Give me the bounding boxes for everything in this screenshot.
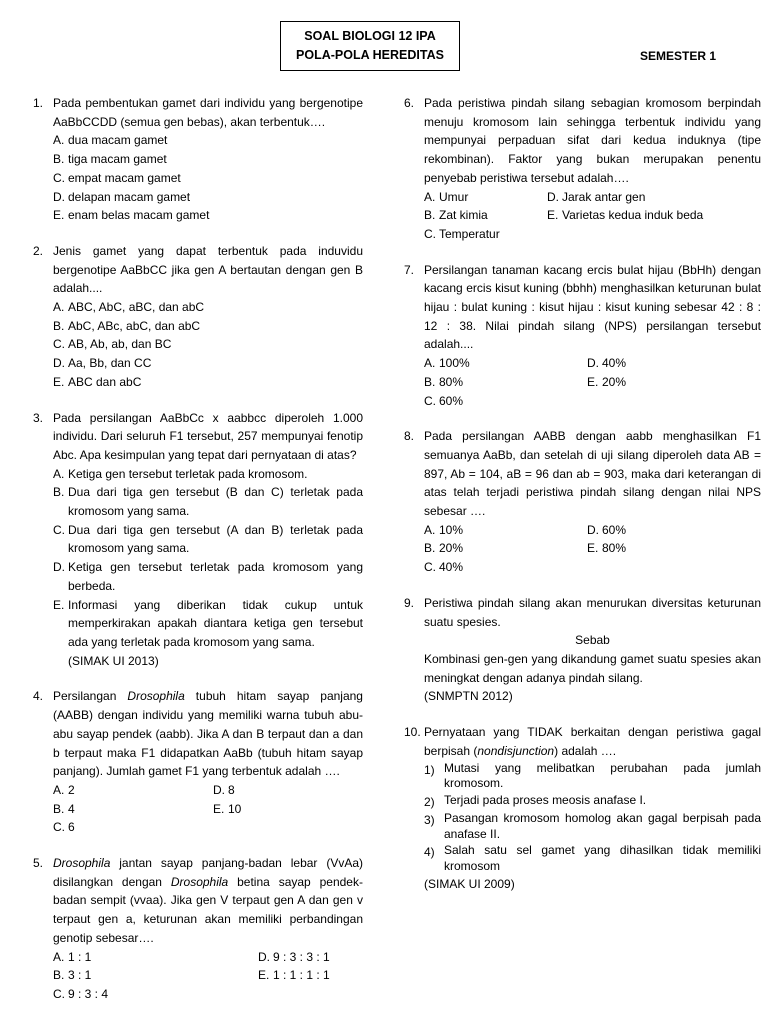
- option-text: 9 : 3 : 4: [68, 986, 109, 1001]
- option-text: 4: [68, 801, 75, 816]
- question-8: [404, 427, 761, 577]
- option-text: 8: [228, 782, 235, 797]
- option: [53, 188, 363, 207]
- question-text: Pada persilangan AaBbCc x aabbcc diperoleh 1.000 individu. Dari seluruh F1 tersebut, 257 mempunyai fenotip Abc. Apa kesimpulan yang tepat dari pernyataan di atas?: [53, 410, 363, 462]
- option-letter: D.: [587, 356, 599, 371]
- option: [587, 354, 761, 373]
- option-letter: C.: [53, 986, 65, 1001]
- option-letter: E.: [53, 374, 65, 389]
- question-number: 5.: [33, 856, 44, 871]
- option: [424, 373, 587, 392]
- option: [424, 225, 547, 244]
- option: [587, 373, 761, 392]
- because-label: Sebab: [575, 633, 610, 648]
- option: [424, 392, 587, 411]
- option-letter: C.: [53, 522, 65, 537]
- option-letter: D.: [53, 560, 65, 575]
- question-number: 2.: [33, 243, 44, 258]
- option: [53, 131, 363, 150]
- option-letter: B.: [53, 318, 65, 333]
- option-letter: D.: [547, 189, 559, 204]
- question-source: (SIMAK UI 2013): [68, 653, 159, 668]
- option: [258, 948, 363, 967]
- question-text: [424, 723, 761, 760]
- question-number: 6.: [404, 96, 415, 110]
- option-text: 40%: [602, 356, 627, 371]
- option-text: 10%: [439, 522, 464, 537]
- option-text: tiga macam gamet: [68, 152, 167, 167]
- option-text: 80%: [439, 374, 464, 389]
- option-letter: E.: [53, 597, 65, 612]
- question-text: Pada pembentukan gamet dari individu yang bergenotipe AaBbCCDD (semua gen bebas), akan terbentuk….: [53, 96, 363, 129]
- option-text: 60%: [439, 393, 464, 408]
- title-box: [280, 21, 460, 71]
- option-letter: A.: [53, 782, 65, 797]
- option: [587, 539, 761, 558]
- option-text: Dua dari tiga gen tersebut (A dan B) terletak pada kromosom yang sama.: [68, 522, 363, 556]
- question-number: 4.: [33, 689, 44, 704]
- option: [53, 596, 363, 652]
- option-text: Jarak antar gen: [562, 189, 646, 204]
- option-text: 60%: [602, 522, 627, 537]
- statement-item: [424, 843, 761, 875]
- title-line-2: POLA-POLA HEREDITAS: [296, 48, 444, 62]
- text-part: Persilangan: [53, 689, 128, 704]
- option-letter: A.: [424, 356, 436, 371]
- option-text: AbC, ABc, abC, dan abC: [68, 318, 201, 333]
- option: [424, 188, 547, 207]
- option: [424, 539, 587, 558]
- option-text: Varietas kedua induk beda: [562, 208, 704, 223]
- option-letter: D.: [53, 189, 65, 204]
- question-3: [33, 409, 363, 671]
- question-source: (SIMAK UI 2009): [424, 877, 515, 892]
- question-number: 8.: [404, 429, 415, 444]
- option: [53, 317, 363, 336]
- option: [547, 188, 761, 207]
- semester-label: SEMESTER 1: [640, 49, 717, 63]
- option-letter: A.: [53, 466, 65, 481]
- statement-item: [424, 811, 761, 843]
- option-letter: D.: [213, 782, 225, 797]
- question-text: Pada persilangan AABB dengan aabb menghasilkan F1 semuanya AaBb, dan setelah di uji silang diperoleh data AB = 897, Ab = 104, aB = 96 dan ab = 903, maka dari keterangan di atas telah terjadi peristiwa pindah silang dengan nilai NPS sebesar ….: [424, 429, 761, 519]
- option-letter: D.: [53, 356, 65, 371]
- option: [53, 465, 363, 484]
- option-letter: C.: [424, 560, 436, 575]
- reason-text: Kombinasi gen-gen yang dikandung gamet suatu spesies akan meningkat dengan adanya pindah silang.: [424, 651, 761, 685]
- question-text: [53, 687, 363, 781]
- option-letter: E.: [587, 374, 599, 389]
- item-number: 2): [424, 794, 435, 809]
- question-number: 7.: [404, 262, 415, 277]
- option: [53, 800, 213, 819]
- option: [424, 558, 587, 577]
- option: [53, 150, 363, 169]
- option-text: empat macam gamet: [68, 170, 181, 185]
- text-part: Pernyataan yang TIDAK berkaitan dengan peristiwa gagal berpisah (: [424, 725, 761, 758]
- option: [424, 354, 587, 373]
- option: [53, 373, 363, 392]
- option-letter: B.: [424, 374, 436, 389]
- option: [53, 483, 363, 520]
- option: [587, 521, 761, 540]
- text-part: tubuh hitam sayap panjang (AABB) dengan individu yang memiliki warna tubuh abu-abu sayap pendek (aabb). Jika A dan B terpaut dan a dan b terpaut maka F1 didapatkan AaBb (tubuh hitam sayap panjang). Jumlah gamet F1 yang terbentuk adalah ….: [53, 689, 363, 779]
- question-2: [33, 242, 363, 392]
- option: [213, 781, 363, 800]
- option-text: 10: [228, 801, 242, 816]
- option-letter: D.: [258, 949, 270, 964]
- option: [53, 169, 363, 188]
- question-text: Jenis gamet yang dapat terbentuk pada induvidu bergenotipe AaBbCC jika gen A bertautan dengan gen B adalah....: [53, 243, 363, 296]
- option-text: Ketiga gen tersebut terletak pada kromosom yang berbeda.: [68, 560, 363, 593]
- option-letter: A.: [424, 522, 436, 537]
- term-italic: nondisjunction: [477, 743, 555, 758]
- species-name: Drosophila: [170, 874, 229, 889]
- option-letter: E.: [587, 541, 599, 556]
- question-text: [53, 854, 363, 948]
- right-column: [404, 94, 761, 911]
- option-text: Ketiga gen tersebut terletak pada kromosom.: [68, 466, 308, 481]
- option-text: 2: [68, 782, 75, 797]
- option: [424, 521, 587, 540]
- item-number: 1): [424, 762, 435, 777]
- option-text: 80%: [602, 541, 627, 556]
- option: [53, 966, 258, 985]
- text-part: jantan sayap panjang-badan lebar (VvAa) disilangkan dengan: [53, 856, 363, 889]
- option-letter: E.: [53, 208, 65, 223]
- option-text: ABC, AbC, aBC, dan abC: [68, 300, 205, 315]
- option-letter: C.: [53, 170, 65, 185]
- question-number: 10.: [404, 725, 421, 740]
- option-letter: A.: [424, 189, 436, 204]
- question-4: [33, 687, 363, 837]
- text-part: betina sayap pendek-badan sempit (vvaa). Jika gen V terpaut gen A dan gen v terpaut gen a, keturunan akan memiliki perbandingan genotip sebesar….: [53, 874, 363, 945]
- item-text: Mutasi yang melibatkan perubahan pada jumlah kromosom.: [444, 760, 761, 790]
- option: [258, 966, 363, 985]
- title-line-1: SOAL BIOLOGI 12 IPA: [304, 29, 436, 43]
- option-letter: C.: [424, 393, 436, 408]
- question-text: Persilangan tanaman kacang ercis bulat hijau (BbHh) dengan kacang ercis kisut kuning (bbhh) menghasilkan keturunan bulat hijau : bulat kuning : kisut hijau : kisut kuning sebesar 42 : 8 : 12 : 38. Nilai pindah silang (NPS) persilangan tersebut adalah....: [424, 262, 761, 352]
- option-letter: C.: [53, 820, 65, 835]
- item-number: 4): [424, 845, 435, 860]
- option-letter: B.: [53, 968, 65, 983]
- option-text: 1 : 1: [68, 949, 92, 964]
- question-9: [404, 594, 761, 706]
- item-text: Terjadi pada proses meosis anafase I.: [444, 792, 647, 807]
- question-number: 9.: [404, 595, 415, 610]
- option-letter: A.: [53, 300, 65, 315]
- option: [53, 558, 363, 595]
- option-text: 20%: [439, 541, 464, 556]
- option-letter: D.: [587, 522, 599, 537]
- option-letter: B.: [424, 541, 436, 556]
- question-number: 3.: [33, 410, 44, 425]
- option-text: Aa, Bb, dan CC: [68, 356, 152, 371]
- option: [424, 206, 547, 225]
- option: [53, 781, 213, 800]
- option-letter: C.: [53, 337, 65, 352]
- option-letter: E.: [547, 208, 559, 223]
- option-text: Dua dari tiga gen tersebut (B dan C) terletak pada kromosom yang sama.: [68, 485, 363, 519]
- option-text: 20%: [602, 374, 627, 389]
- option-letter: B.: [424, 208, 436, 223]
- question-10: [404, 723, 761, 894]
- option-text: 100%: [439, 356, 470, 371]
- option: [53, 335, 363, 354]
- question-source: (SNMPTN 2012): [424, 689, 513, 704]
- statement-item: [424, 793, 761, 812]
- item-number: 3): [424, 813, 435, 828]
- option-letter: B.: [53, 801, 65, 816]
- option-letter: B.: [53, 485, 65, 500]
- option-text: Zat kimia: [439, 208, 488, 223]
- option: [53, 206, 363, 225]
- option-text: 9 : 3 : 3 : 1: [273, 949, 330, 964]
- question-number: 1.: [33, 96, 44, 110]
- option: [53, 354, 363, 373]
- option-text: Temperatur: [439, 226, 500, 241]
- item-text: Salah satu sel gamet yang dihasilkan tidak memiliki kromosom: [444, 843, 761, 873]
- question-7: [404, 261, 761, 411]
- option-letter: A.: [53, 133, 65, 148]
- option: [53, 298, 363, 317]
- species-name: Drosophila: [53, 856, 111, 871]
- option-text: Informasi yang diberikan tidak cukup untuk memperkirakan apakah diantara ketiga gen tersebut ada yang terletak pada kromosom yang sama.: [68, 597, 363, 649]
- statement-item: [424, 761, 761, 793]
- option-text: delapan macam gamet: [68, 189, 191, 204]
- option-text: 1 : 1 : 1 : 1: [273, 968, 330, 983]
- option-text: 40%: [439, 560, 464, 575]
- option-letter: E.: [213, 801, 225, 816]
- option-text: 6: [68, 820, 75, 835]
- option: [53, 985, 258, 1004]
- option-text: Umur: [439, 189, 469, 204]
- option-text: ABC dan abC: [68, 374, 142, 389]
- option-letter: E.: [258, 968, 270, 983]
- option-text: dua macam gamet: [68, 133, 168, 148]
- text-part: ) adalah ….: [554, 743, 617, 758]
- option: [213, 800, 363, 819]
- left-column: [33, 94, 363, 1021]
- question-text: Peristiwa pindah silang akan menurukan diversitas keturunan suatu spesies.: [424, 595, 761, 629]
- option-text: AB, Ab, ab, dan BC: [68, 337, 172, 352]
- option: [547, 206, 761, 225]
- species-name: Drosophila: [127, 689, 185, 704]
- option-letter: C.: [424, 226, 436, 241]
- item-text: Pasangan kromosom homolog akan gagal berpisah pada anafase II.: [444, 811, 761, 841]
- question-1: [33, 94, 363, 225]
- question-text: Pada peristiwa pindah silang sebagian kromosom berpindah menuju kromosom lain sehingga terbentuk individu yang mempunyai perpaduan sifat dari kedua induknya (tipe rekombinan). Faktor yang bukan merupakan penentu penyebab peristiwa tersebut adalah….: [424, 96, 761, 185]
- option: [53, 818, 213, 837]
- option-text: enam belas macam gamet: [68, 208, 210, 223]
- option-letter: B.: [53, 152, 65, 167]
- option: [53, 948, 258, 967]
- option-text: 3 : 1: [68, 968, 92, 983]
- question-6: [404, 94, 761, 244]
- question-5: [33, 854, 363, 1004]
- option: [53, 521, 363, 558]
- option-letter: A.: [53, 949, 65, 964]
